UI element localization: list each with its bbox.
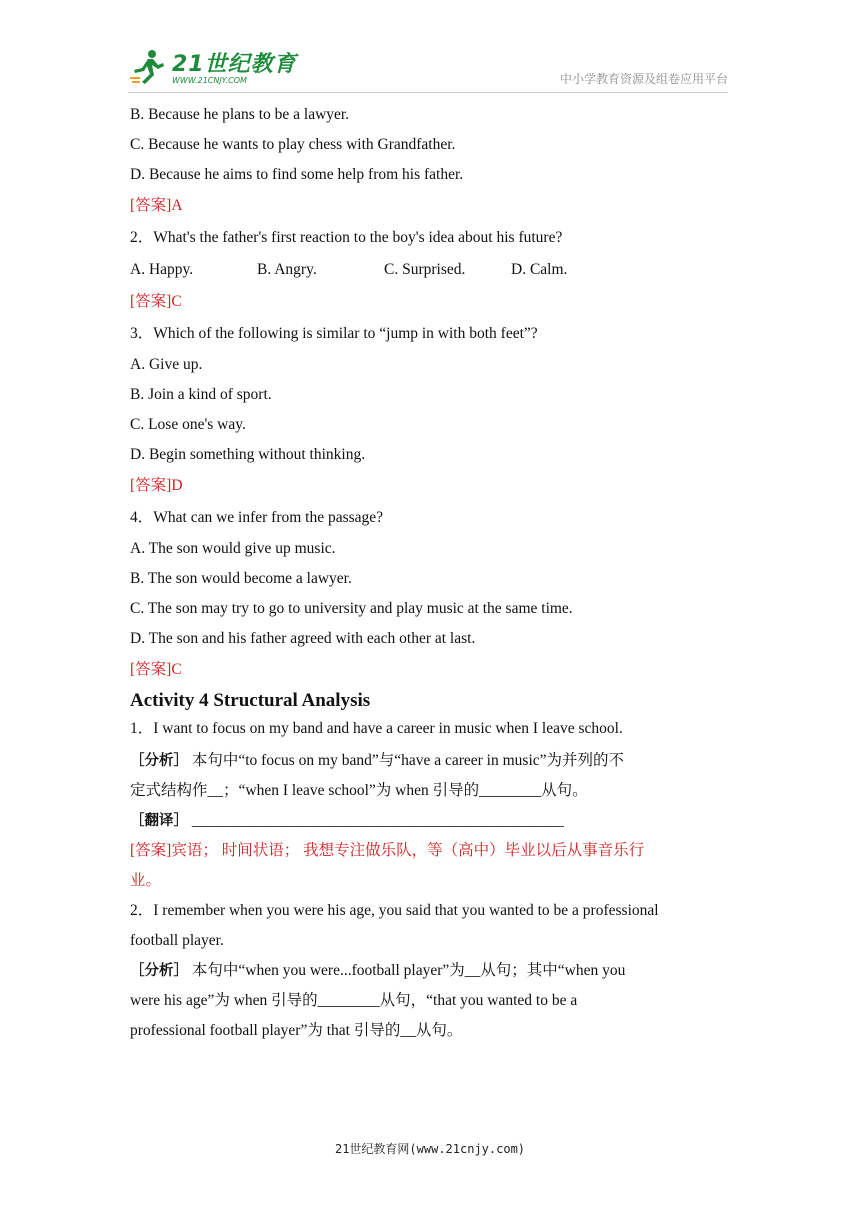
q4-option-b: B. The son would become a lawyer. — [130, 570, 352, 587]
s1-translation-label: ［翻译］ — [130, 813, 188, 829]
s1-analysis-line1 — [130, 744, 730, 774]
platform-tagline: 中小学教育资源及组卷应用平台 — [559, 72, 728, 86]
q4-answer: [答案]C — [130, 661, 182, 678]
s1-analysis-text1: 本句中“to focus on my band”与“have a career in music”为并列的不 — [188, 752, 625, 769]
s1-translation-blank: ________________________________________________ — [188, 812, 564, 829]
runner-logo-icon — [128, 48, 168, 86]
q3-option-b: B. Join a kind of sport. — [130, 386, 272, 403]
q3-answer: [答案]D — [130, 477, 183, 494]
s2-analysis-label: ［分析］ — [130, 963, 188, 979]
s1-sentence: 1．I want to focus on my band and have a career in music when I leave school. — [130, 720, 623, 737]
page-header — [0, 0, 860, 100]
q4-option-d: D. The son and his father agreed with each other at last. — [130, 630, 476, 647]
header-divider — [128, 92, 728, 93]
site-logo[interactable] — [128, 48, 297, 86]
s2-analysis-line2: were his age”为 when 引导的________从句，“that you wanted to be a — [130, 992, 578, 1009]
q1-option-b: B. Because he plans to be a lawyer. — [130, 106, 350, 123]
s2-analysis-line3: professional football player”为 that 引导的__从句。 — [130, 1022, 463, 1039]
q2-options — [130, 254, 730, 286]
q2-option-d: D. Calm. — [511, 261, 568, 278]
q4-option-c: C. The son may try to go to university and play music at the same time. — [130, 600, 573, 617]
q3-option-a: A. Give up. — [130, 356, 203, 373]
q4-option-a: A. The son would give up music. — [130, 540, 336, 557]
q3-option-d: D. Begin something without thinking. — [130, 446, 366, 463]
s1-analysis-label: ［分析］ — [130, 753, 188, 769]
q2-question: 2．What's the father's first reaction to the boy's idea about his future? — [130, 229, 563, 246]
s2-analysis-line1 — [130, 954, 730, 984]
s1-answer-line1: [答案]宾语； 时间状语； 我想专注做乐队，等（高中）毕业以后从事音乐行 — [130, 842, 645, 859]
q4-question: 4．What can we infer from the passage? — [130, 509, 384, 526]
logo-url: WWW.21CNJY.COM — [172, 76, 247, 85]
s1-analysis-line2: 定式结构作__；“when I leave school”为 when 引导的________从句。 — [130, 782, 588, 799]
q2-option-a: A. Happy. — [130, 261, 194, 278]
q3-option-c: C. Lose one's way. — [130, 416, 246, 433]
q2-option-b: B. Angry. — [257, 261, 317, 278]
q2-answer: [答案]C — [130, 293, 182, 310]
q3-question: 3．Which of the following is similar to “jump in with both feet”? — [130, 325, 538, 342]
page-footer[interactable]: 21世纪教育网(www.21cnjy.com) — [334, 1142, 526, 1156]
s1-answer-line2: 业。 — [130, 872, 162, 889]
document-body — [130, 100, 730, 1044]
s2-analysis-text1: 本句中“when you were...football player”为__从句；其中“when you — [188, 962, 626, 979]
section-heading: Activity 4 Structural Analysis — [130, 690, 371, 711]
s2-sentence-line2: football player. — [130, 932, 224, 949]
q1-option-c: C. Because he wants to play chess with Grandfather. — [130, 136, 456, 153]
q2-option-c: C. Surprised. — [384, 261, 466, 278]
q1-option-d: D. Because he aims to find some help from his father. — [130, 166, 464, 183]
q1-answer: [答案]A — [130, 197, 183, 214]
s2-sentence-line1: 2．I remember when you were his age, you said that you wanted to be a professional — [130, 902, 659, 919]
s1-translation — [130, 804, 730, 834]
logo-title: 21世纪教育 — [172, 52, 297, 77]
logo-text-group — [172, 54, 297, 86]
